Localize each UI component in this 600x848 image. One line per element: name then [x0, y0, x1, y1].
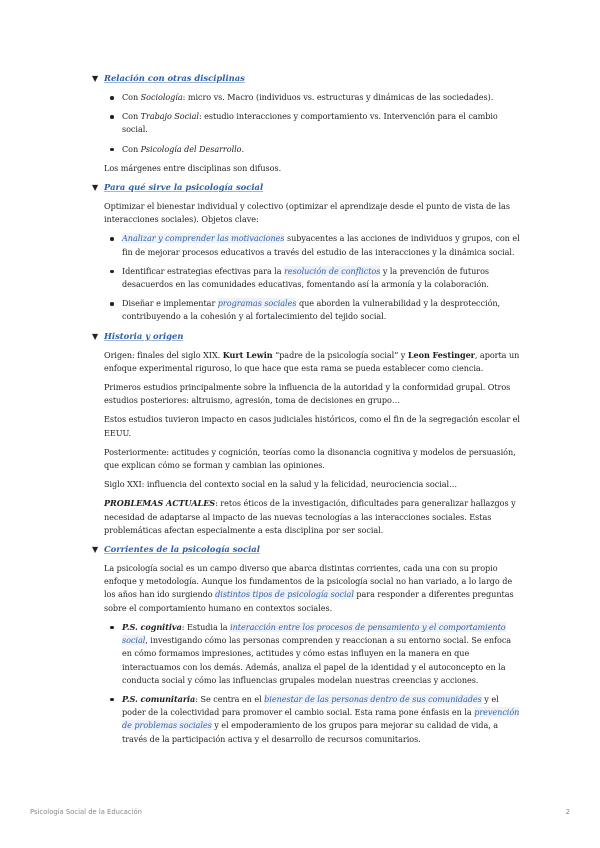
bullet-icon — [110, 698, 114, 702]
triangle-down-icon[interactable]: ▼ — [92, 545, 99, 555]
document-content — [92, 72, 522, 752]
triangle-down-icon[interactable]: ▼ — [92, 183, 99, 193]
toggle-historia[interactable] — [92, 330, 522, 343]
footer-title: Psicología Social de la Educación — [30, 808, 142, 816]
bullet-icon — [110, 626, 114, 630]
paragraph: Primeros estudios principalmente sobre la influencia de la autoridad y la conformidad grupal. Otros estudios posteriores: altruismo, agresión, toma de decisiones en grupo… — [104, 382, 511, 406]
paragraph: Los márgenes entre disciplinas son difusos. — [104, 162, 282, 173]
section-relacion — [92, 91, 522, 175]
paragraph: Posteriormente: actitudes y cognición, teorías como la disonancia cognitiva y modelos de persuasión, que explican cómo se forman y cambian las opiniones. — [104, 446, 516, 471]
bullet-icon — [110, 148, 114, 152]
triangle-down-icon[interactable]: ▼ — [92, 74, 99, 83]
paragraph: Optimizar el bienestar individual y colectivo (optimizar el aprendizaje desde el punto de vista de las interacciones sociales). Objetos clave: — [104, 201, 510, 225]
list-item: Diseñar e implementar programas sociales que aborden la vulnerabilidad y la desprotección, contribuyendo a la cohesión y al fortalecimiento del tejido social. — [104, 297, 522, 323]
bullet-icon — [110, 237, 114, 241]
toggle-relacion[interactable] — [92, 72, 522, 85]
paragraph: Siglo XXI: influencia del contexto social en la salud y la felicidad, neurociencia social… — [104, 479, 458, 490]
toggle-para-que-sirve[interactable] — [92, 181, 522, 194]
section-para-que-sirve — [92, 200, 522, 324]
paragraph: PROBLEMAS ACTUALES: retos éticos de la investigación, dificultades para generalizar hallazgos y necesidad de adaptarse al impacto de las nuevas tecnologías a las interacciones sociales. Estas problemáticas afectan especialmente a esta disciplina por ser social. — [104, 498, 516, 535]
list-item: Analizar y comprender las motivaciones subyacentes a las acciones de individuos y grupos, con el fin de mejorar procesos educativos a través del estudio de las interacciones y la dinámica social. — [104, 232, 522, 258]
bullet-icon — [110, 96, 114, 100]
section-corrientes — [92, 562, 522, 746]
list-item: Con Sociología: micro vs. Macro (individuos vs. estructuras y dinámicas de las sociedades). — [104, 91, 522, 104]
paragraph: Estos estudios tuvieron impacto en casos judiciales históricos, como el fin de la segregación escolar el EEUU. — [104, 414, 520, 438]
section-title[interactable]: Historia y origen — [104, 330, 184, 341]
section-title[interactable]: Relación con otras disciplinas — [104, 73, 245, 83]
section-title[interactable]: Para qué sirve la psicología social — [104, 182, 264, 193]
paragraph: Origen: finales del siglo XIX. Kurt Lewin “padre de la psicología social” y Leon Festinger, aporta un enfoque experimental riguroso, lo que hace que esta rama se pueda establecer como ciencia. — [104, 349, 520, 373]
list-item: P.S. comunitaria: Se centra en el bienestar de las personas dentro de sus comunidades y el poder de la colectividad para promover el cambio social. Esta rama pone énfasis en la prevención de problemas sociales y el empoderamiento de los grupos para mejorar su calidad de vida, a través de la participación activa y el desarrollo de recursos comunitarios. — [104, 693, 522, 746]
triangle-down-icon[interactable]: ▼ — [92, 331, 99, 341]
page-number: 2 — [565, 808, 570, 816]
toggle-corrientes[interactable] — [92, 543, 522, 556]
bullet-icon — [110, 270, 114, 274]
bullet-icon — [110, 302, 114, 306]
bullet-list — [104, 232, 522, 323]
section-title[interactable]: Corrientes de la psicología social — [104, 544, 260, 555]
list-item: Con Psicología del Desarrollo. — [104, 143, 522, 156]
bullet-list — [104, 621, 522, 746]
list-item: Con Trabajo Social: estudio interacciones y comportamiento vs. Intervención para el cambio social. — [104, 110, 522, 136]
bullet-icon — [110, 115, 114, 119]
list-item: P.S. cognitiva: Estudia la interacción entre los procesos de pensamiento y el comportamiento social, investigando cómo las personas comprenden y reaccionan a su entorno social. Se enfoca en cómo formamos impresiones, actitudes y cómo estas influyen en la manera en que interactuamos con los demás. Además, analiza el papel de la identidad y el autoconcepto en la conducta social y cómo las influencias grupales modelan nuestras creencias y acciones. — [104, 621, 522, 687]
section-historia — [92, 349, 522, 537]
list-item: Identificar estrategias efectivas para la resolución de conflictos y la prevención de futuros desacuerdos en las comunidades educativas, fomentando así la armonía y la colaboración. — [104, 265, 522, 291]
bullet-list — [104, 91, 522, 156]
paragraph: La psicología social es un campo diverso que abarca distintas corrientes, cada una con su propio enfoque y metodología. Aunque los fundamentos de la psicología social no han variado, a lo largo de los años han ido surgiendo distintos tipos de psicología social para responder a diferentes preguntas sobre el comportamiento humano en contextos sociales. — [104, 563, 514, 613]
page-footer — [30, 808, 570, 816]
